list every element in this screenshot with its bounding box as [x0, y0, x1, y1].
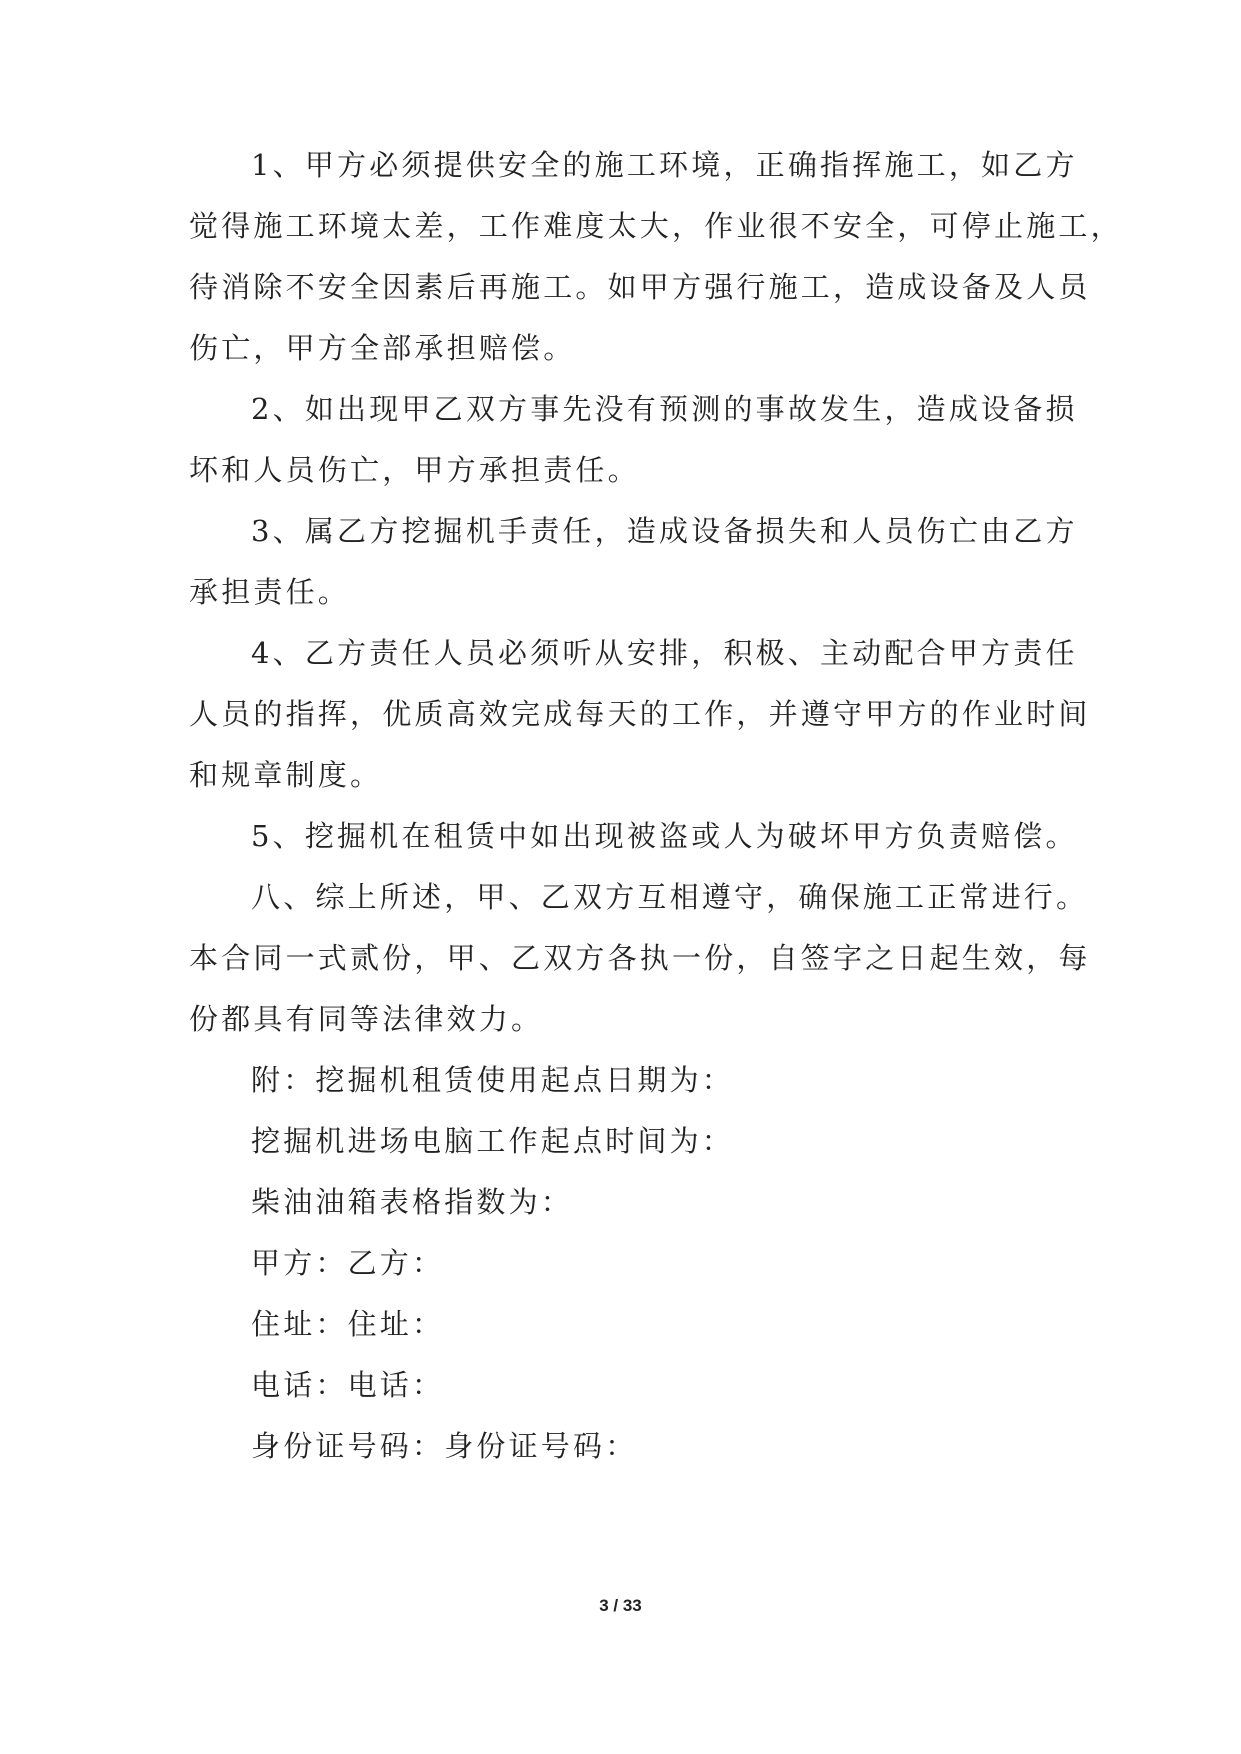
paragraph-line: 觉得施工环境太差，工作难度太大，作业很不安全，可停止施工， [189, 209, 1123, 243]
paragraph-line: 5、挖掘机在租赁中如出现被盗或人为破坏甲方负责赔偿。 [251, 819, 1078, 853]
paragraph-line: 承担责任。 [189, 575, 351, 609]
paragraph-line: 本合同一式贰份，甲、乙双方各执一份，自签字之日起生效，每 [189, 941, 1091, 975]
paragraph-line: 伤亡，甲方全部承担赔偿。 [189, 331, 576, 365]
paragraph-line: 2、如出现甲乙双方事先没有预测的事故发生，造成设备损 [251, 392, 1078, 426]
paragraph-line: 份都具有同等法律效力。 [189, 1002, 544, 1036]
diesel-meter-label: 柴油油箱表格指数为： [251, 1185, 574, 1219]
page-number: 3 / 33 [599, 1596, 642, 1615]
paragraph-line: 人员的指挥，优质高效完成每天的工作，并遵守甲方的作业时间 [189, 697, 1091, 731]
address-label: 住址：住址： [251, 1307, 445, 1341]
computer-start-time-label: 挖掘机进场电脑工作起点时间为： [251, 1124, 735, 1158]
phone-label: 电话：电话： [251, 1368, 445, 1402]
paragraph-line: 和规章制度。 [189, 758, 383, 792]
start-date-label: 附：挖掘机租赁使用起点日期为： [251, 1063, 735, 1097]
paragraph-line: 3、属乙方挖掘机手责任，造成设备损失和人员伤亡由乙方 [251, 514, 1078, 548]
id-number-label: 身份证号码：身份证号码： [251, 1429, 638, 1463]
paragraph-line: 1、甲方必须提供安全的施工环境，正确指挥施工，如乙方 [251, 148, 1078, 182]
paragraph-line: 待消除不安全因素后再施工。如甲方强行施工，造成设备及人员 [189, 270, 1091, 304]
paragraph-line: 八、综上所述，甲、乙双方互相遵守，确保施工正常进行。 [251, 880, 1089, 914]
parties-label: 甲方：乙方： [251, 1246, 445, 1280]
paragraph-line: 4、乙方责任人员必须听从安排，积极、主动配合甲方责任 [251, 636, 1078, 670]
paragraph-line: 坏和人员伤亡，甲方承担责任。 [189, 453, 640, 487]
